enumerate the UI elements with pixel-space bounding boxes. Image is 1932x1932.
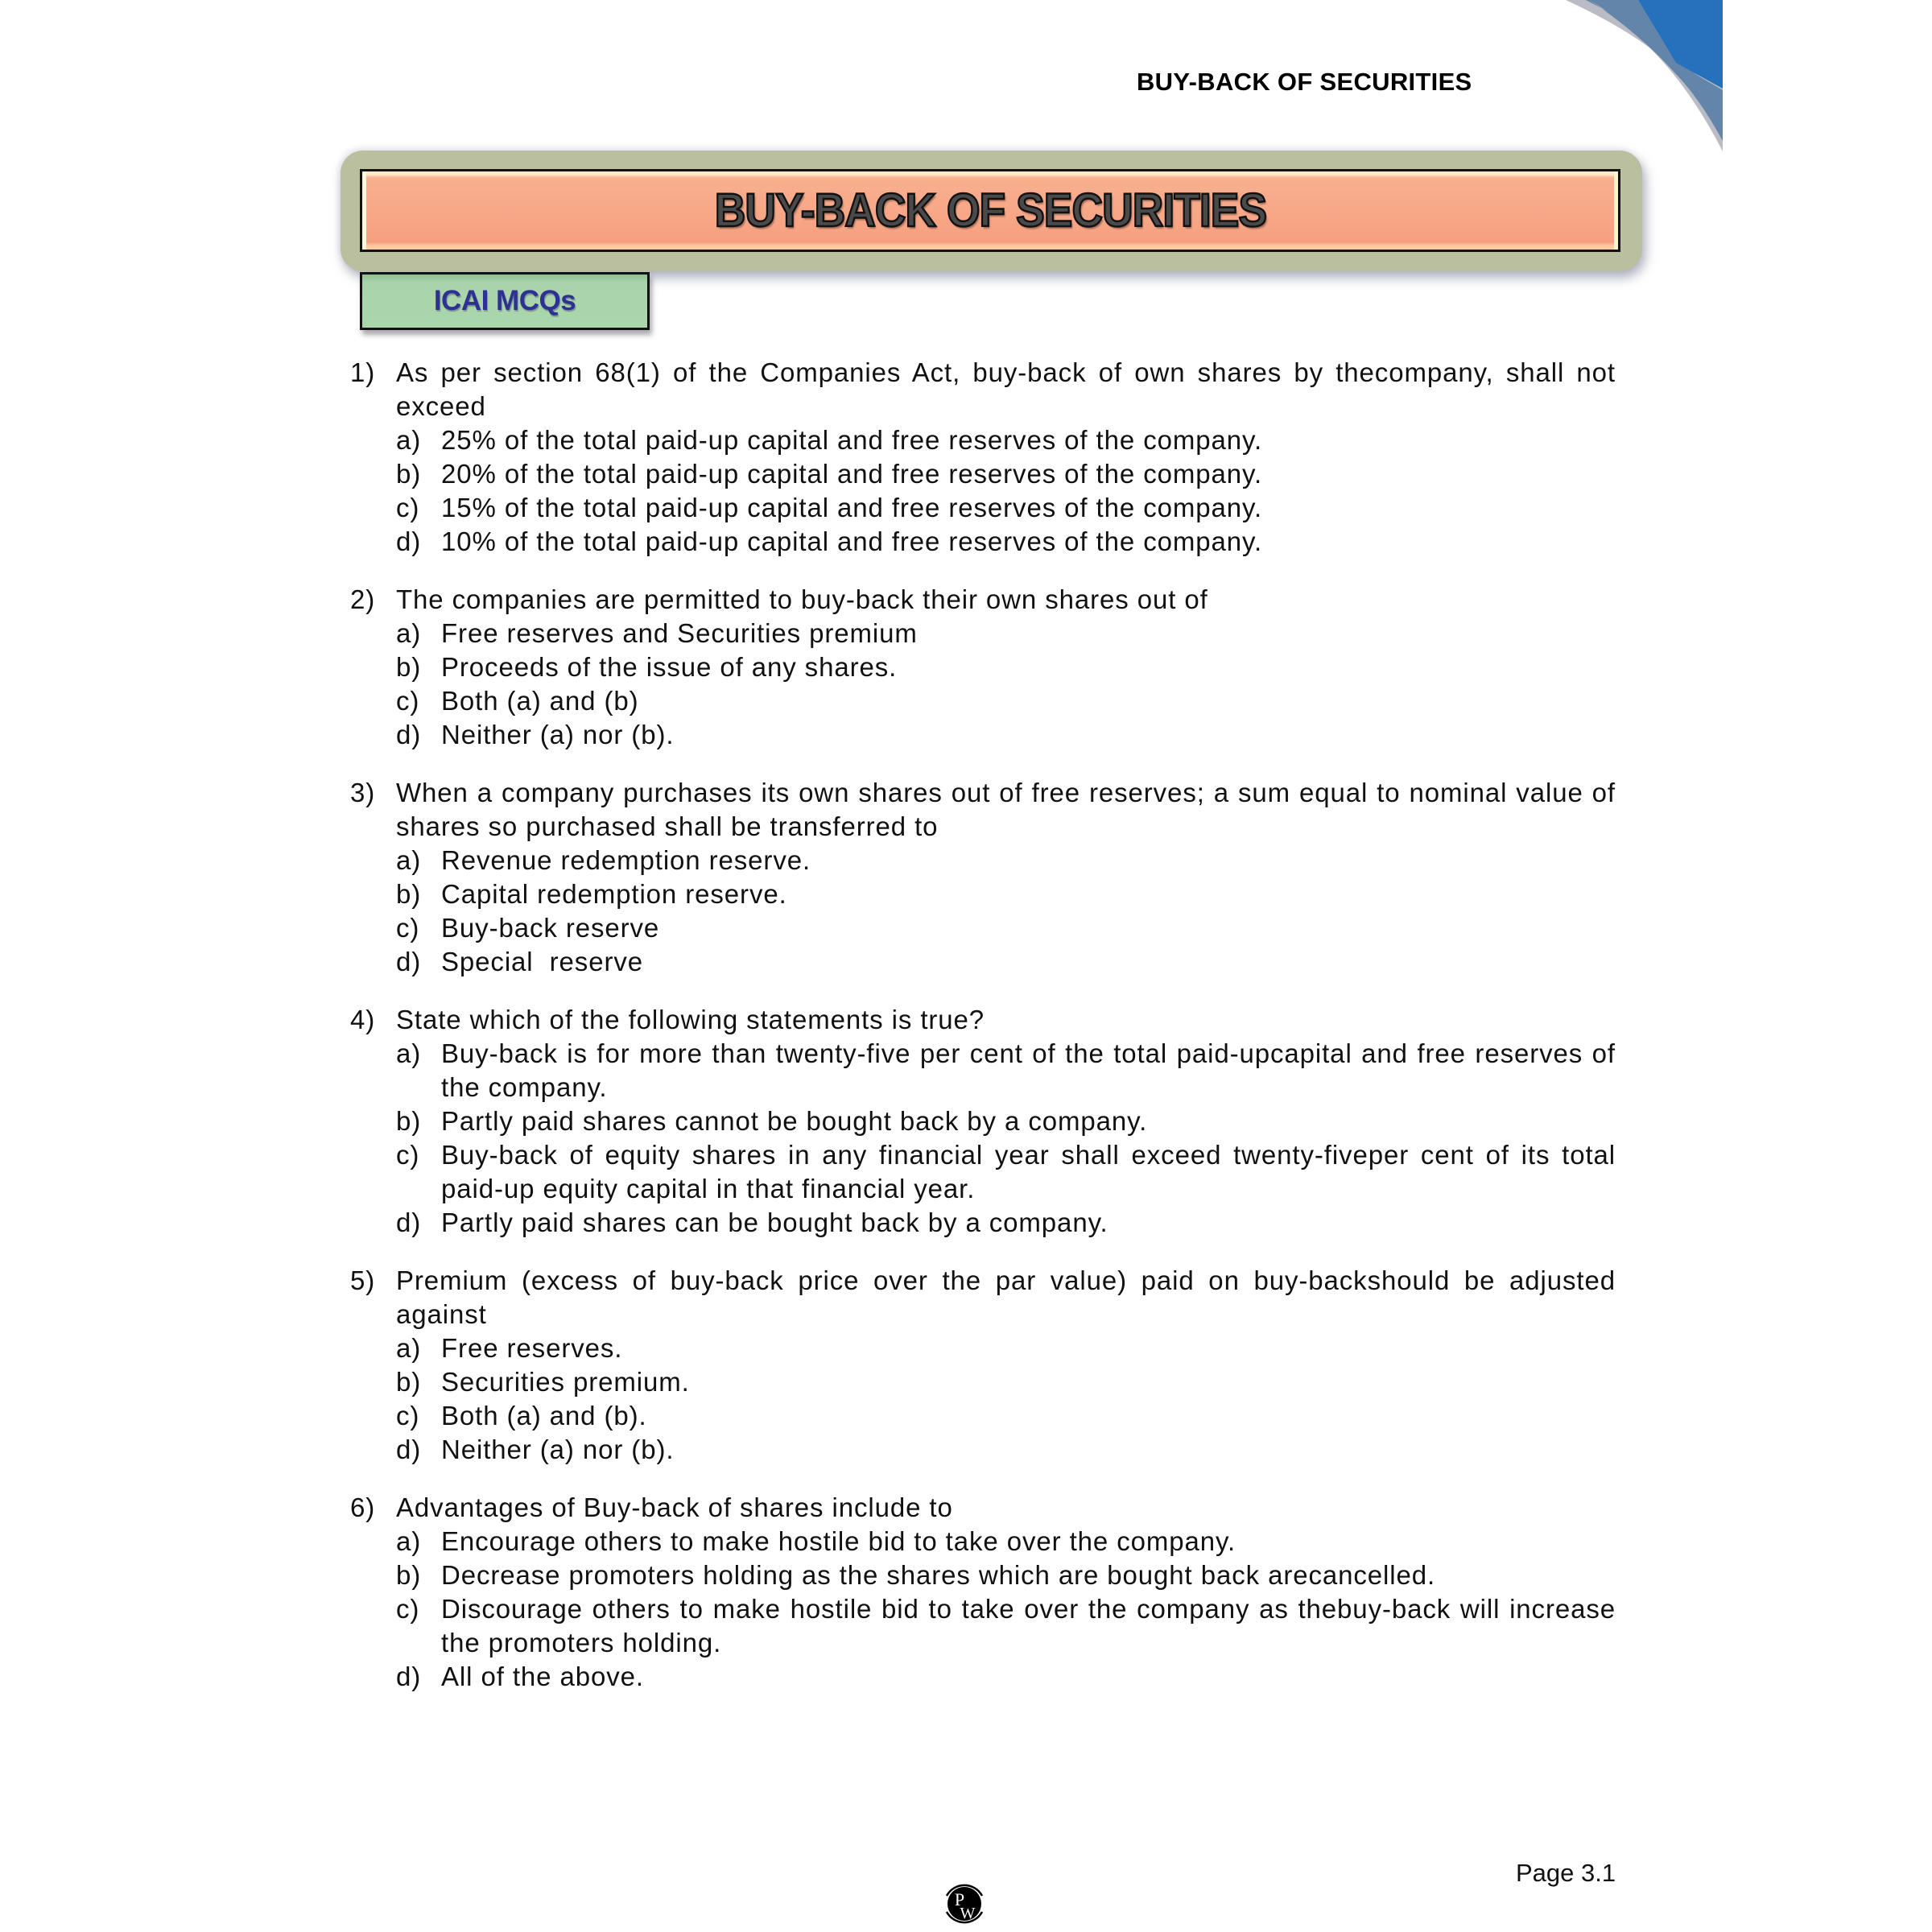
question-text: Advantages of Buy-back of shares include to [396,1492,953,1522]
option-c [396,1592,1616,1660]
question-number: 6) [350,1492,376,1522]
option-text: 25% of the total paid-up capital and free reserves of the company. [441,425,1263,455]
option-letter: b) [396,879,422,909]
options [396,1037,1616,1240]
option-b [396,1104,1616,1138]
question-number: 3) [350,778,376,807]
option-text: Buy-back reserve [441,913,660,943]
option-text: Partly paid shares cannot be bought back by a company. [441,1106,1148,1136]
section-tag [360,272,650,330]
option-text: Both (a) and (b) [441,686,639,716]
option-letter: a) [396,425,422,455]
option-b [396,650,1616,684]
option-text: Buy-back is for more than twenty-five per cent of the total paid-upcapital and free reserves of the company. [441,1038,1616,1102]
option-text: 20% of the total paid-up capital and free reserves of the company. [441,459,1263,489]
option-text: Neither (a) nor (b). [441,720,675,749]
option-text: 15% of the total paid-up capital and free reserves of the company. [441,493,1263,522]
question-3 [350,776,1616,979]
option-text: Partly paid shares can be bought back by a company. [441,1208,1108,1237]
option-letter: a) [396,1333,422,1363]
question-number: 5) [350,1265,376,1295]
option-c [396,1399,1616,1433]
option-text: Capital redemption reserve. [441,879,787,909]
question-4 [350,1003,1616,1240]
chapter-title: BUY-BACK OF SECURITIES [714,184,1266,237]
question-1 [350,356,1616,559]
option-d [396,945,1616,979]
option-letter: b) [396,459,422,489]
option-c [396,911,1616,945]
option-text: Encourage others to make hostile bid to take over the company. [441,1526,1236,1556]
question-text: Premium (excess of buy-back price over the par value) paid on buy-backshould be adjusted against [396,1265,1616,1329]
option-text: Free reserves. [441,1333,623,1363]
option-letter: b) [396,1560,422,1590]
option-text: Buy-back of equity shares in any financial year shall exceed twenty-fiveper cent of its total paid-up equity capital in that financial year. [441,1140,1616,1203]
question-text: When a company purchases its own shares out of free reserves; a sum equal to nominal value of shares so purchased shall be transferred to [396,778,1616,841]
option-c [396,684,1616,718]
option-text: Revenue redemption reserve. [441,845,811,875]
options [396,423,1616,559]
option-text: All of the above. [441,1662,644,1691]
option-letter: d) [396,1208,422,1237]
option-c [396,1138,1616,1206]
option-text: Special reserve [441,947,644,976]
option-letter: c) [396,1594,420,1624]
logo-letter-top: P [954,1889,965,1909]
page-number: Page 3.1 [1516,1859,1616,1887]
option-d [396,1660,1616,1694]
option-letter: d) [396,526,422,556]
chapter-banner [360,169,1620,252]
option-letter: d) [396,947,422,976]
option-d [396,1433,1616,1467]
question-5 [350,1264,1616,1467]
option-letter: a) [396,618,422,648]
option-a [396,617,1616,650]
option-text: Discourage others to make hostile bid to take over the company as thebuy-back will increase the promoters holding. [441,1594,1616,1657]
question-number: 1) [350,357,376,387]
question-2 [350,583,1616,752]
pw-logo-icon [939,1878,990,1930]
mcq-list [350,356,1616,1718]
question-text: The companies are permitted to buy-back their own shares out of [396,584,1208,614]
option-d [396,1206,1616,1240]
option-letter: a) [396,1038,422,1068]
question-number: 2) [350,584,376,614]
option-letter: c) [396,493,420,522]
option-b [396,1558,1616,1592]
option-a [396,844,1616,877]
option-letter: c) [396,1140,420,1170]
question-text: State which of the following statements is true? [396,1005,985,1034]
option-d [396,718,1616,752]
option-letter: a) [396,845,422,875]
option-letter: b) [396,652,422,682]
option-letter: d) [396,720,422,749]
option-letter: d) [396,1435,422,1464]
option-b [396,1365,1616,1399]
option-c [396,491,1616,525]
option-letter: b) [396,1367,422,1397]
option-letter: c) [396,686,420,716]
option-text: Free reserves and Securities premium [441,618,918,648]
options [396,1525,1616,1694]
option-a [396,1525,1616,1558]
option-letter: c) [396,1401,420,1430]
logo-letter-bottom: W [960,1905,976,1922]
running-header: BUY-BACK OF SECURITIES [1137,68,1472,96]
option-text: Proceeds of the issue of any shares. [441,652,898,682]
option-text: 10% of the total paid-up capital and free reserves of the company. [441,526,1263,556]
option-a [396,1037,1616,1104]
option-d [396,525,1616,559]
option-a [396,1331,1616,1365]
option-b [396,877,1616,911]
question-6 [350,1491,1616,1694]
option-letter: a) [396,1526,422,1556]
question-number: 4) [350,1005,376,1034]
option-text: Neither (a) nor (b). [441,1435,675,1464]
option-letter: c) [396,913,420,943]
option-text: Both (a) and (b). [441,1401,647,1430]
question-text: As per section 68(1) of the Companies Act, buy-back of own shares by thecompany, shall not exceed [396,357,1616,421]
section-tag-label: ICAI MCQs [433,285,576,316]
options [396,617,1616,752]
option-letter: b) [396,1106,422,1136]
option-b [396,457,1616,491]
options [396,1331,1616,1467]
option-text: Securities premium. [441,1367,690,1397]
option-text: Decrease promoters holding as the shares which are bought back arecancelled. [441,1560,1436,1590]
options [396,844,1616,979]
option-a [396,423,1616,457]
corner-decoration [1530,0,1739,161]
option-letter: d) [396,1662,422,1691]
